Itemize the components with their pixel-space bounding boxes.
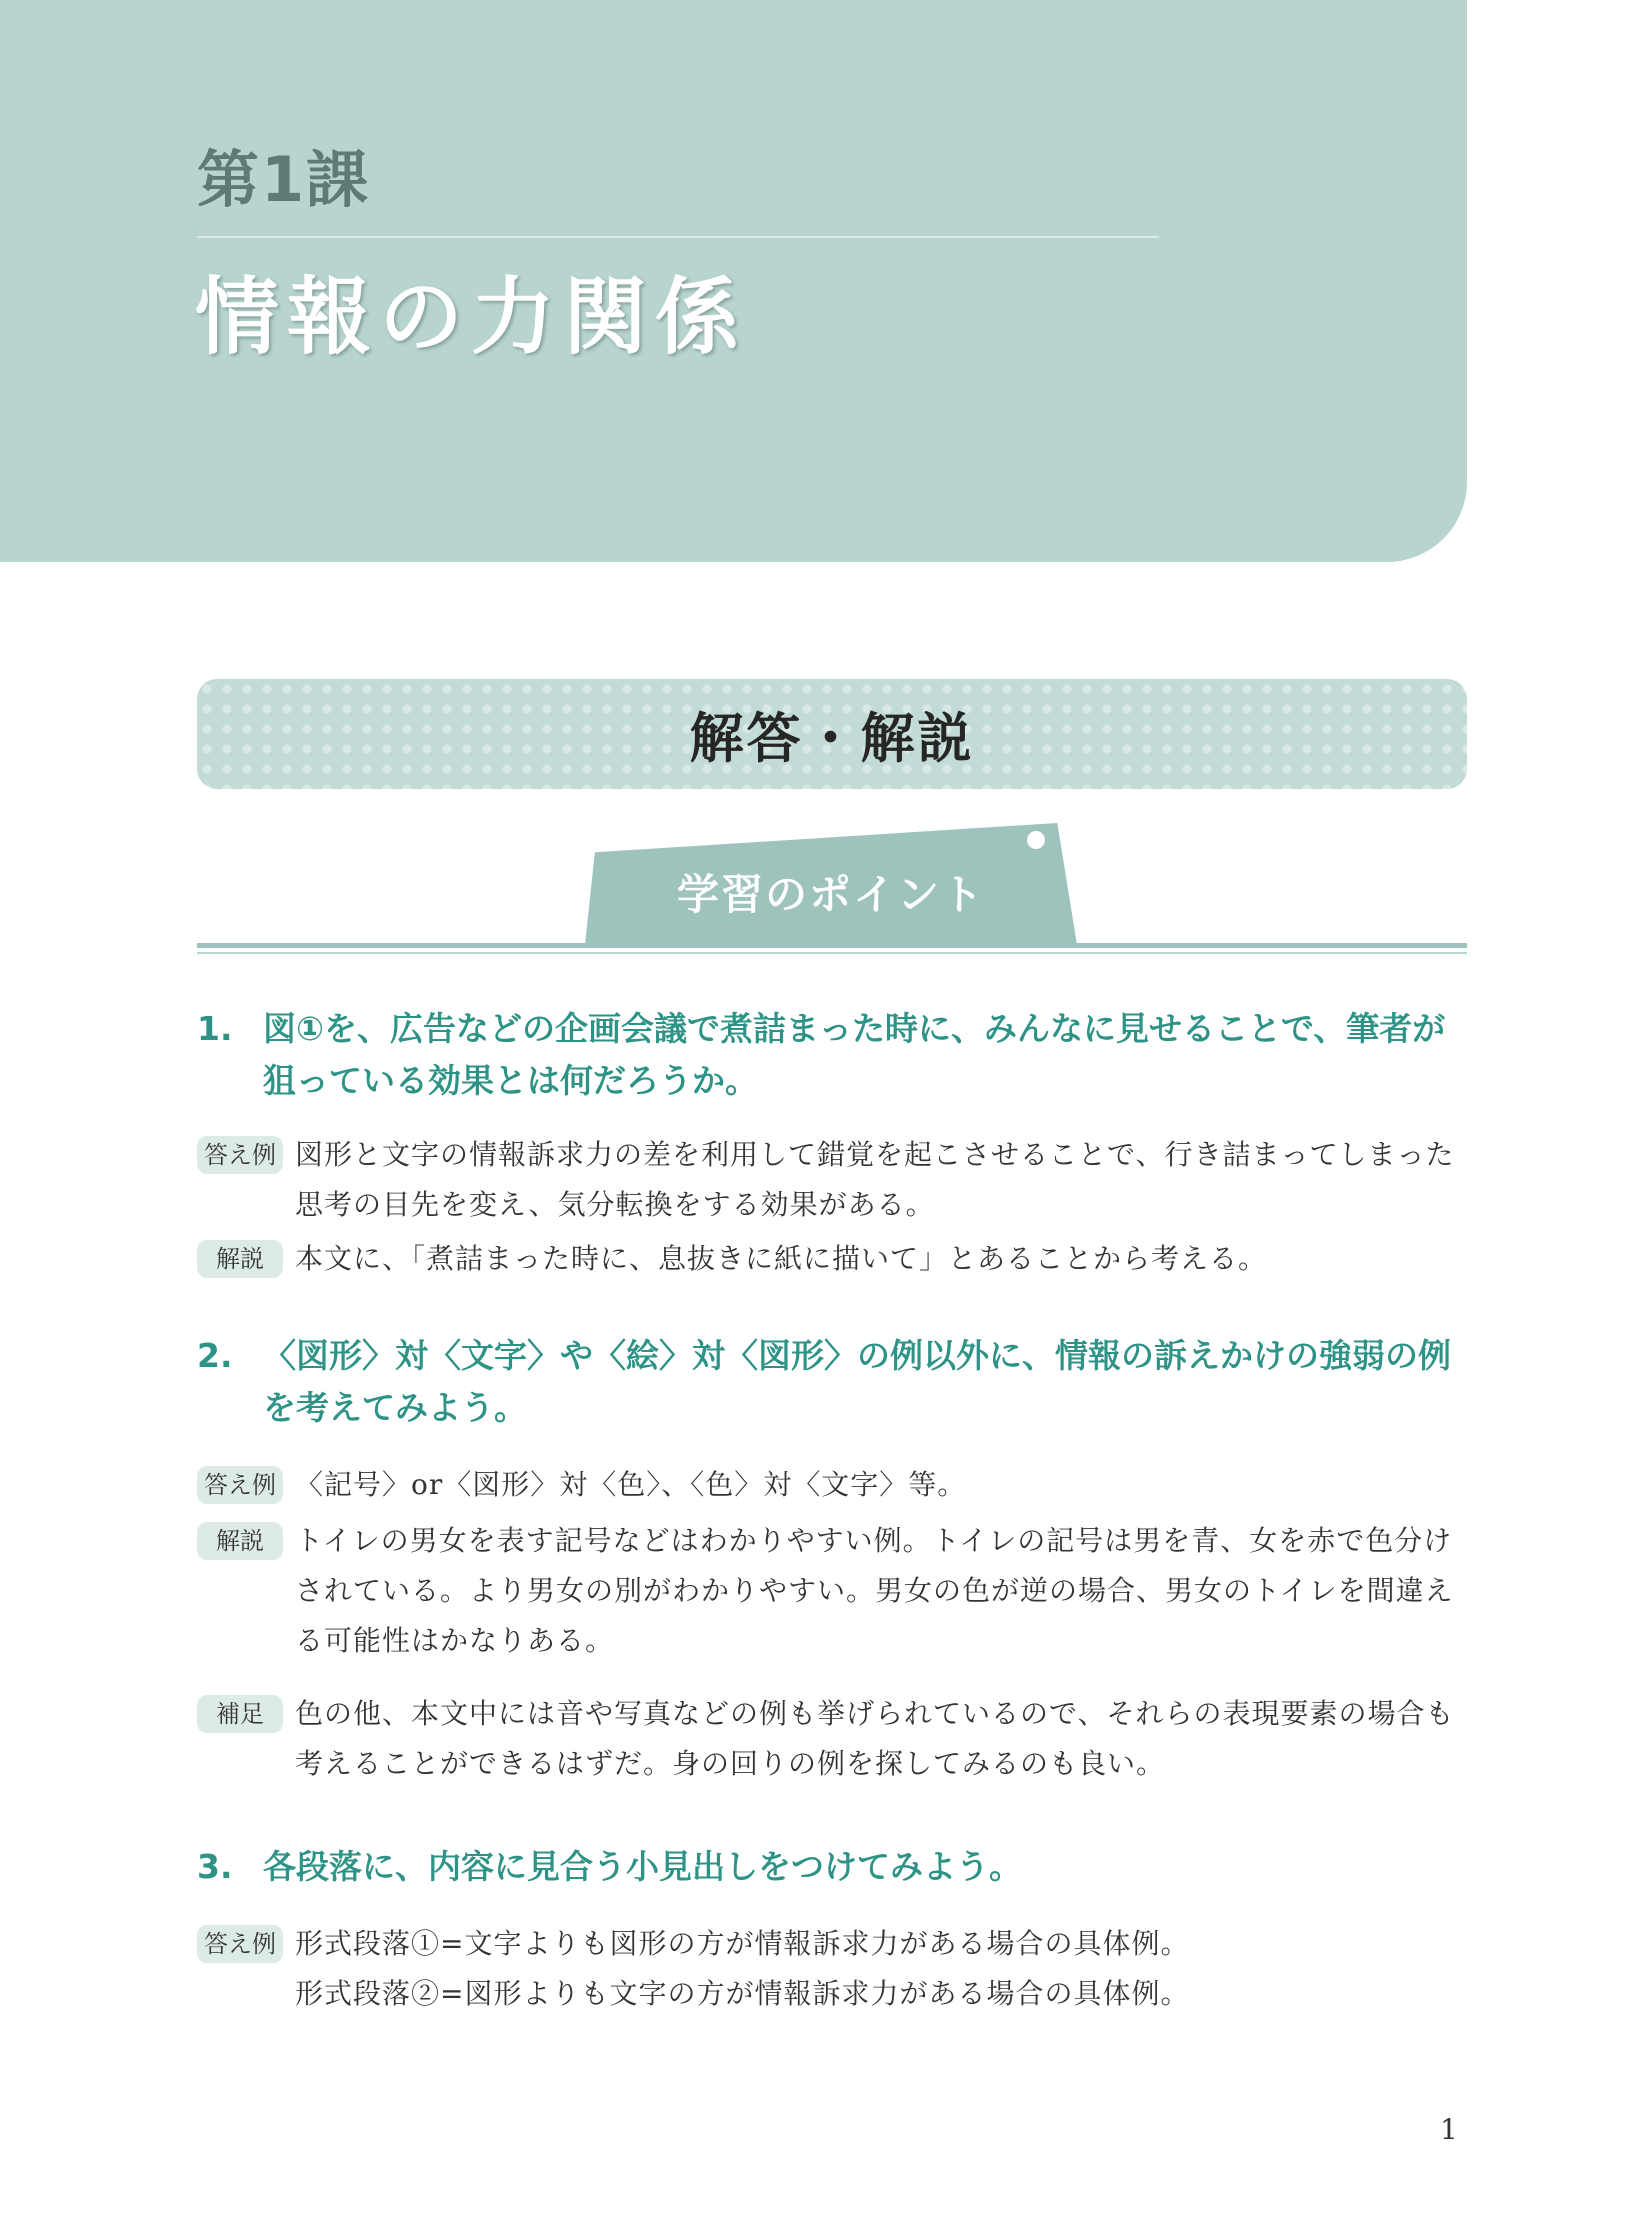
- lesson-header: [0, 0, 1467, 562]
- explanation: [197, 1234, 1469, 1284]
- question-3: [197, 1841, 1469, 1893]
- question-number: 2.: [197, 1336, 233, 1375]
- explanation-badge: 解説: [197, 1522, 283, 1560]
- explanation: [197, 1516, 1469, 1666]
- answer-line: 形式段落①=文字よりも図形の方が情報訴求力がある場合の具体例。: [295, 1927, 1190, 1960]
- points-tab-label: 学習のポイント: [676, 870, 985, 919]
- answer-text: [295, 1919, 1469, 2019]
- answer-badge: 答え例: [197, 1136, 283, 1174]
- explanation-text: 本文に、「煮詰まった時に、息抜きに紙に描いて」とあることから考える。: [295, 1242, 1268, 1275]
- question-text: 各段落に、内容に見合う小見出しをつけてみよう。: [263, 1847, 1022, 1886]
- question-number: 1.: [197, 1009, 233, 1048]
- answer-example: [197, 1460, 1469, 1510]
- answer-example: [197, 1130, 1469, 1230]
- page-number: 1: [1440, 2113, 1458, 2146]
- question-2: [197, 1330, 1469, 1434]
- explanation-text: トイレの男女を表す記号などはわかりやすい例。トイレの記号は男を青、女を赤で色分けされている。より男女の別がわかりやすい。男女の色が逆の場合、男女のトイレを間違える可能性はかなりある。: [295, 1524, 1454, 1657]
- lesson-title: 情報の力関係: [195, 268, 748, 366]
- section-rule-thin: [197, 952, 1467, 954]
- header-divider: [197, 236, 1159, 238]
- answer-text: 図形と文字の情報訴求力の差を利用して錯覚を起こさせることで、行き詰まってしまった思考の目先を変え、気分転換をする効果がある。: [295, 1138, 1455, 1221]
- answer-text: 〈記号〉or〈図形〉対〈色〉、〈色〉対〈文字〉等。: [295, 1468, 967, 1501]
- points-tab-dot: [1027, 831, 1045, 849]
- answer-badge: 答え例: [197, 1466, 283, 1504]
- question-text: 図①を、広告などの企画会議で煮詰まった時に、みんなに見せることで、筆者が狙っている効果とは何だろうか。: [263, 1009, 1446, 1100]
- explanation-badge: 解説: [197, 1240, 283, 1278]
- answer-badge: 答え例: [197, 1925, 283, 1963]
- question-1: [197, 1003, 1469, 1107]
- lesson-number: 第1課: [197, 143, 371, 216]
- answers-banner-label: 解答・解説: [689, 706, 975, 770]
- supplement-badge: 補足: [197, 1695, 283, 1733]
- answers-banner: [197, 679, 1467, 789]
- question-text: 〈図形〉対〈文字〉や〈絵〉対〈図形〉の例以外に、情報の訴えかけの強弱の例を考えてみよう。: [263, 1336, 1451, 1427]
- supplement: [197, 1689, 1469, 1789]
- supplement-text: 色の他、本文中には音や写真などの例も挙げられているので、それらの表現要素の場合も考えることができるはずだ。身の回りの例を探してみるのも良い。: [295, 1697, 1455, 1780]
- answer-line: 形式段落②=図形よりも文字の方が情報訴求力がある場合の具体例。: [295, 1977, 1190, 2010]
- section-rule: [197, 943, 1467, 948]
- answer-example: [197, 1919, 1469, 2019]
- question-number: 3.: [197, 1847, 233, 1886]
